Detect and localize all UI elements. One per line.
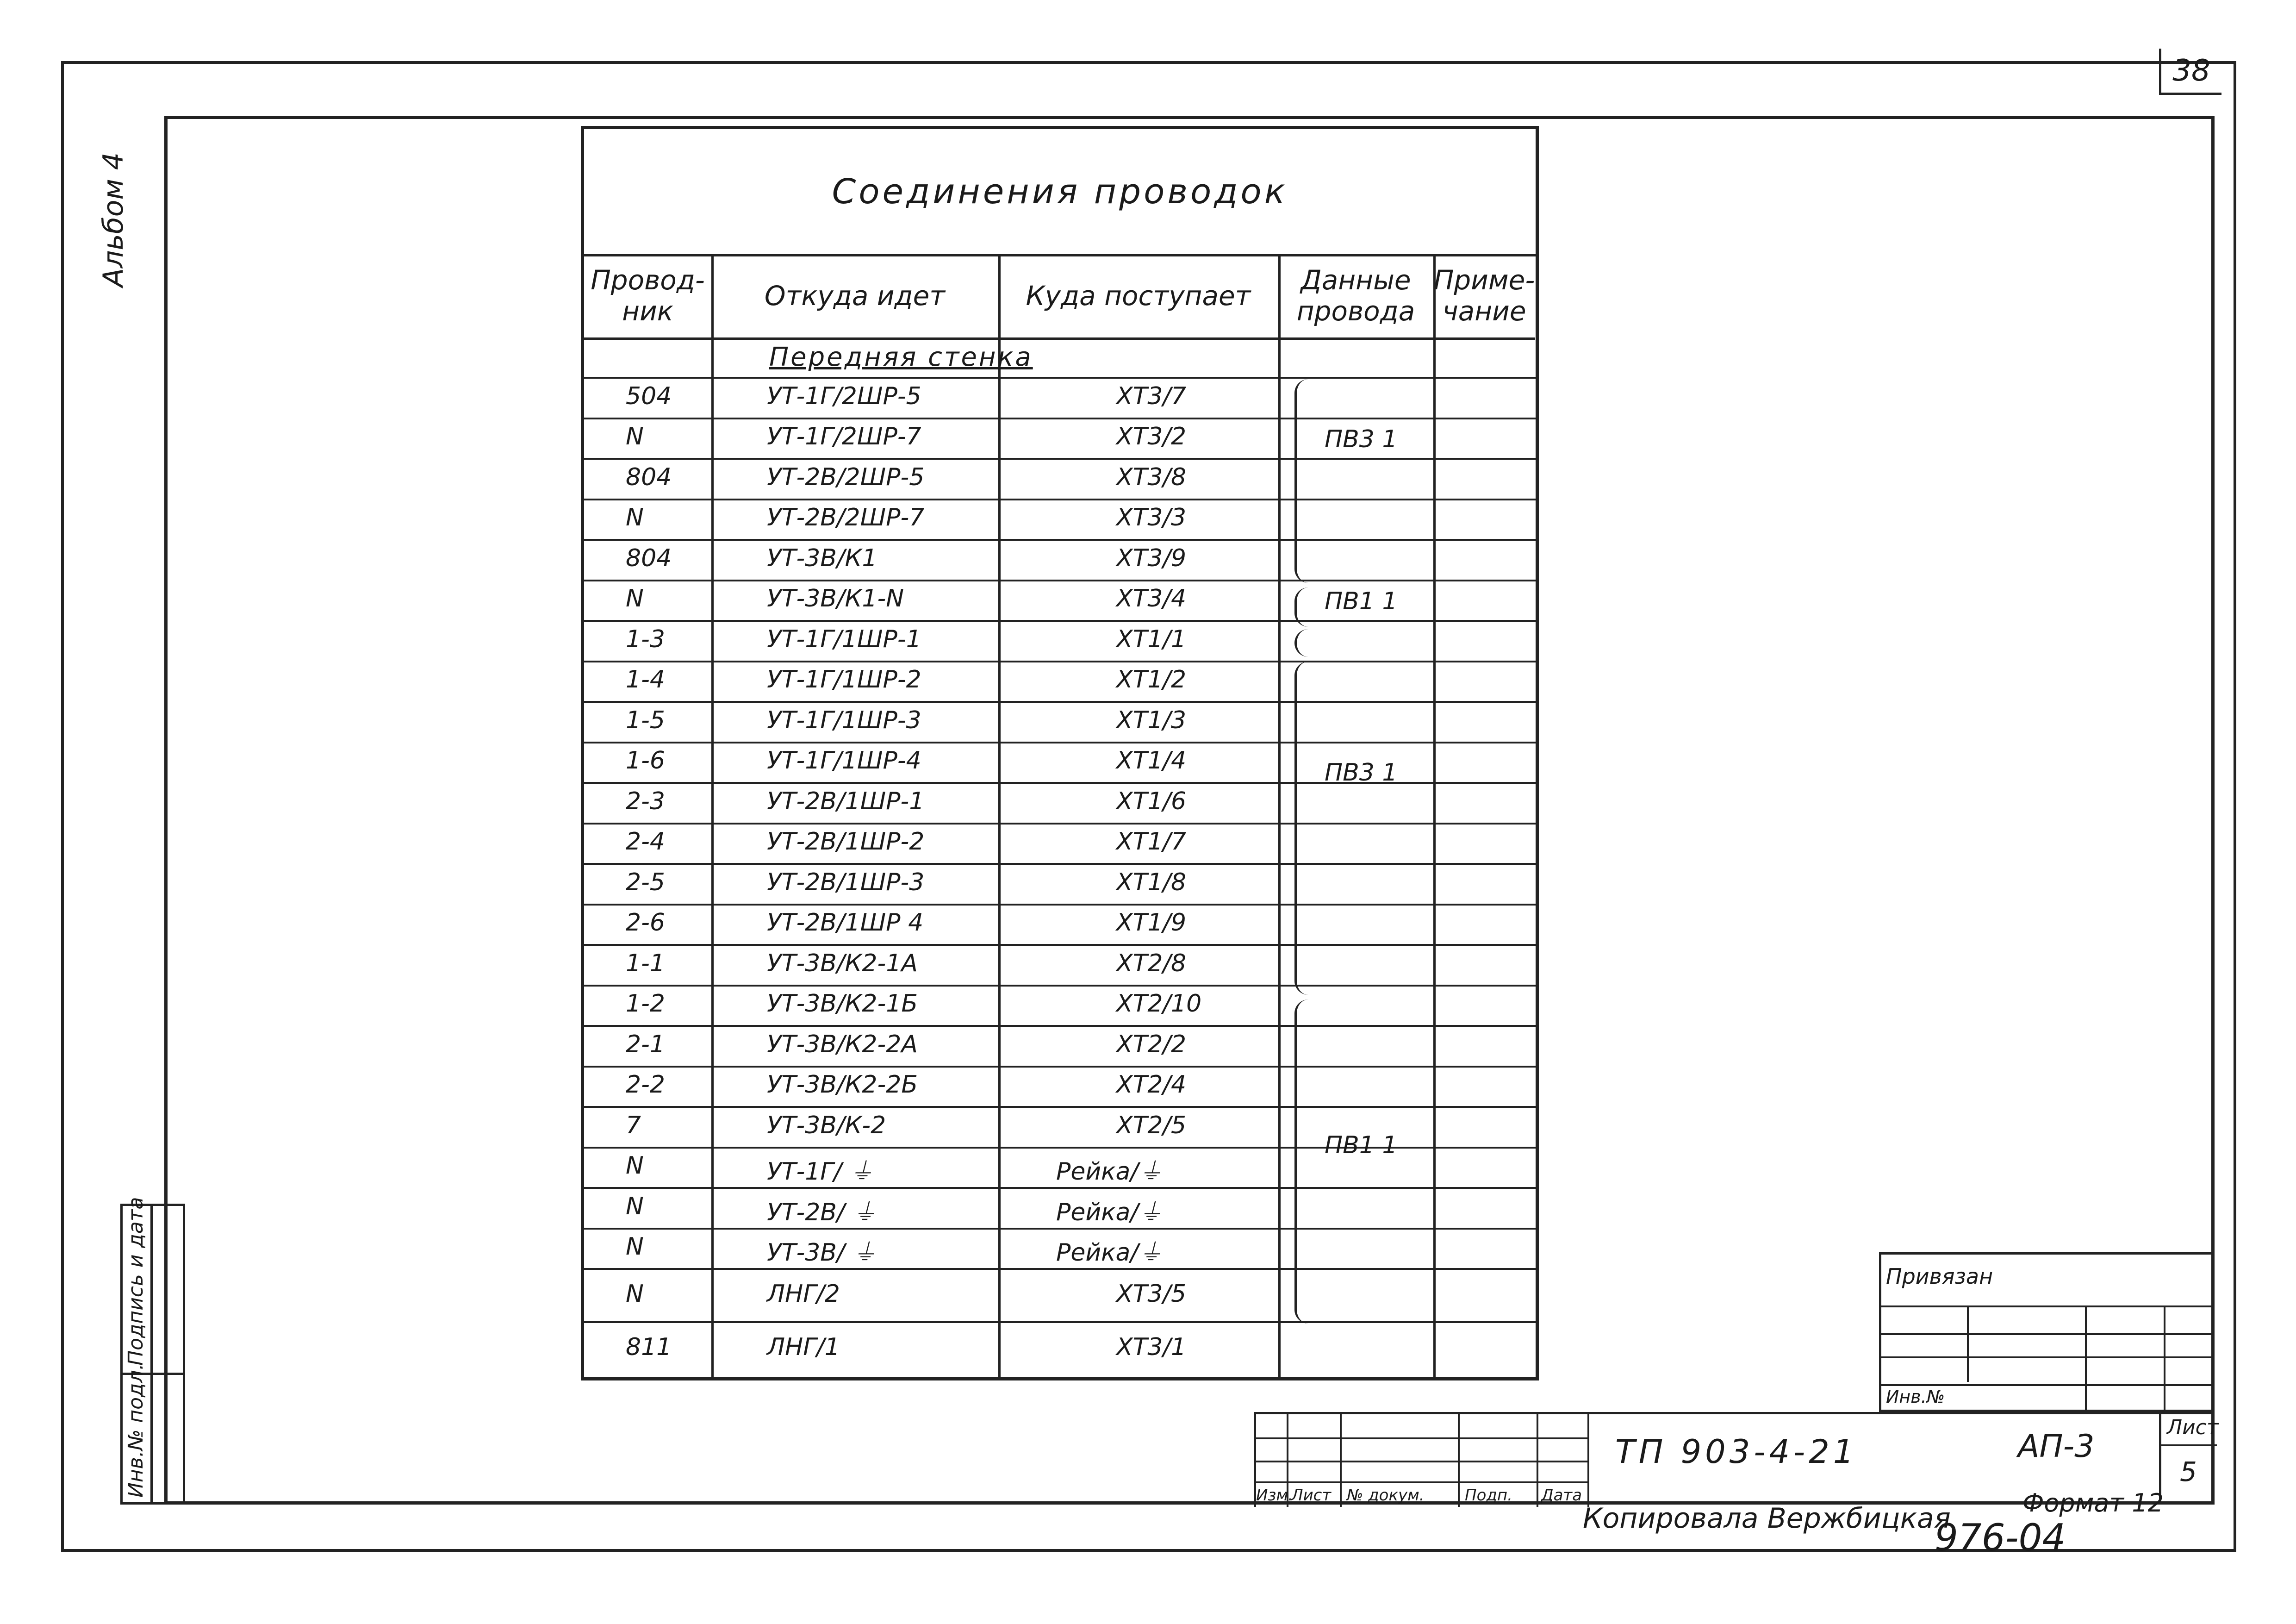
brace-group-4 [1294,999,1311,1324]
brace-group-3 [1294,662,1311,995]
order-number: 976-04 [1935,1516,2066,1559]
cell-to: ХТ3/9 [1116,544,1187,572]
col-date: Дата [1541,1486,1582,1505]
wire-data-group-4: ПВ1 1 [1325,1131,1398,1159]
cell-wire: N [626,1152,644,1180]
cell-wire: 1-1 [626,949,665,977]
wire-data-group-2: ПВ1 1 [1325,587,1398,615]
sheet-box [2159,1412,2217,1505]
row-divider [584,863,1536,865]
page-number: 38 [2159,49,2221,95]
cell-wire: 2-1 [626,1030,665,1058]
row-divider [584,823,1536,824]
cell-wire: 804 [626,544,672,572]
cell-wire: 2-3 [626,787,665,815]
document-code: ТП 903-4-21 [1615,1433,1858,1471]
wire-connections-table [581,126,1539,1380]
header-note: Приме-чание [1433,254,1535,340]
cell-wire: 1-6 [626,747,665,775]
col-divider [998,254,1001,1377]
strip-inv-label: Инв.№ подл. [124,1363,148,1498]
cell-from: УТ-3В/К1 [767,544,877,572]
cell-wire: N [626,423,644,451]
row-divider [584,1025,1536,1027]
cell-wire: 811 [626,1333,672,1361]
cell-wire: 1-4 [626,666,665,694]
cell-from: УТ-2В/1ШР 4 [767,909,924,937]
brace-small [1294,629,1311,657]
cell-from: УТ-1Г/2ШР-7 [767,423,921,451]
cell-wire: N [626,1280,644,1308]
row-divider [584,1228,1536,1230]
cell-to: ХТ1/3 [1116,706,1187,734]
cell-from: УТ-3В/К2-2А [767,1030,918,1058]
cell-wire: N [626,504,644,532]
cell-wire: 1-3 [626,625,665,653]
cell-to: ХТ3/3 [1116,504,1187,532]
row-divider [584,1268,1536,1270]
col-doc: № докум. [1347,1486,1425,1505]
strip-divider [150,1206,153,1502]
cell-to: ХТ1/1 [1116,625,1187,653]
cell-from: УТ-2В/ ⏚ [767,1198,877,1226]
cell-to: Рейка/⏚ [1056,1198,1163,1226]
cell-to: ХТ1/2 [1116,666,1187,694]
row-divider [584,377,1536,379]
strip-sign-label: Подпись и дата [124,1197,148,1366]
section-title: Передняя стенка [769,342,1033,372]
cell-from: УТ-1Г/1ШР-4 [767,747,921,775]
row-divider [584,1106,1536,1108]
cell-to: ХТ1/8 [1116,868,1187,896]
row-divider [584,620,1536,622]
cell-to: ХТ2/8 [1116,949,1187,977]
cell-to: ХТ2/10 [1116,990,1202,1018]
header-wire: Провод-ник [584,254,711,340]
sheet-code: АП-3 [2018,1428,2095,1465]
cell-from: ЛНГ/1 [767,1333,840,1361]
privyazan-block [1879,1252,2215,1412]
row-divider [584,1321,1536,1323]
cell-to: ХТ1/4 [1116,747,1187,775]
cell-from: УТ-2В/1ШР-2 [767,828,925,856]
cell-wire: 2-5 [626,868,665,896]
cell-from: УТ-3В/К1-N [767,585,904,613]
cell-from: УТ-2В/2ШР-7 [767,504,925,532]
cell-wire: 7 [626,1111,641,1139]
cell-to: ХТ2/5 [1116,1111,1187,1139]
format-label: Формат 12 [2022,1488,2164,1518]
cell-to: ХТ3/7 [1116,382,1187,410]
cell-from: ЛНГ/2 [767,1280,840,1308]
cell-to: ХТ3/5 [1116,1280,1187,1308]
row-divider [584,1066,1536,1068]
row-divider [584,944,1536,946]
cell-from: УТ-2В/1ШР-3 [767,868,925,896]
brace-group-1 [1294,379,1311,583]
header-wire-data: Данные провода [1278,254,1433,340]
cell-from: УТ-1Г/1ШР-1 [767,625,921,653]
row-divider [584,742,1536,743]
cell-to: ХТ1/6 [1116,787,1187,815]
cell-from: УТ-1Г/ ⏚ [767,1158,874,1186]
col-list: Лист [1291,1486,1332,1505]
cell-to: ХТ1/7 [1116,828,1187,856]
row-divider [584,418,1536,419]
inv-no-label: Инв.№ [1886,1387,1945,1407]
cell-wire: 2-2 [626,1071,665,1099]
row-divider [584,458,1536,460]
col-divider [1433,254,1436,1377]
copied-by: Копировала Вержбицкая [1583,1502,1951,1535]
cell-wire: 2-4 [626,828,665,856]
cell-from: УТ-3В/К-2 [767,1111,886,1139]
cell-wire: 504 [626,382,672,410]
cell-to: ХТ3/8 [1116,463,1187,491]
cell-from: УТ-1Г/1ШР-2 [767,666,921,694]
cell-to: ХТ1/9 [1116,909,1187,937]
cell-from: УТ-3В/К2-2Б [767,1071,918,1099]
col-izm: Изм. [1256,1486,1293,1505]
cell-to: Рейка/⏚ [1056,1158,1163,1186]
col-sign: Подп. [1465,1486,1512,1505]
col-divider [1278,254,1281,1377]
cell-wire: 1-5 [626,706,665,734]
wire-data-group-1: ПВ3 1 [1325,425,1398,453]
cell-from: УТ-2В/1ШР-1 [767,787,925,815]
cell-to: ХТ3/1 [1116,1333,1187,1361]
cell-wire: 1-2 [626,990,665,1018]
row-divider [584,904,1536,906]
album-label: Альбом 4 [97,152,130,287]
row-divider [584,1187,1536,1189]
cell-wire: N [626,1233,644,1261]
cell-from: УТ-3В/ ⏚ [767,1239,877,1267]
table-title: Соединения проводок [584,129,1536,256]
cell-wire: 2-6 [626,909,665,937]
privyazan-label: Привязан [1886,1264,1993,1289]
row-divider [584,985,1536,987]
row-divider [584,701,1536,703]
cell-from: УТ-2В/2ШР-5 [767,463,925,491]
header-to: Куда поступает [998,254,1278,340]
brace-group-2 [1294,587,1311,627]
row-divider [584,580,1536,581]
cell-to: Рейка/⏚ [1056,1239,1163,1267]
cell-from: УТ-3В/К2-1Б [767,990,918,1018]
cell-to: ХТ3/4 [1116,585,1187,613]
revision-grid [1254,1412,1587,1507]
cell-wire: 804 [626,463,672,491]
cell-to: ХТ2/2 [1116,1030,1187,1058]
cell-from: УТ-1Г/1ШР-3 [767,706,921,734]
cell-from: УТ-1Г/2ШР-5 [767,382,921,410]
cell-wire: N [626,1192,644,1220]
sheet-number: 5 [2180,1456,2197,1487]
col-divider [711,254,714,1377]
wire-data-group-3: ПВ3 1 [1325,759,1398,787]
cell-to: ХТ3/2 [1116,423,1187,451]
row-divider [584,499,1536,500]
cell-to: ХТ2/4 [1116,1071,1187,1099]
header-from: Откуда идет [711,254,998,340]
sheet-label: Лист [2167,1416,2219,1439]
cell-from: УТ-3В/К2-1А [767,949,918,977]
row-divider [584,539,1536,541]
cell-wire: N [626,585,644,613]
row-divider [584,661,1536,662]
